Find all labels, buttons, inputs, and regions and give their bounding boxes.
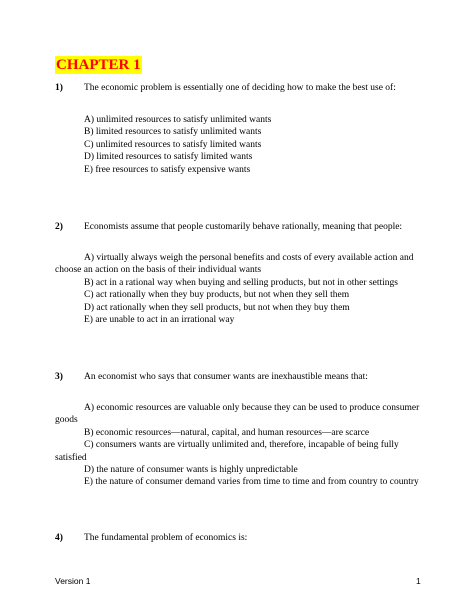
answer-option: A) economic resources are valuable only because they can be used to produce consumer goods xyxy=(55,403,420,426)
question-3-options xyxy=(55,402,420,489)
answer-option: E) are unable to act in an irrational way xyxy=(84,315,235,326)
question-1-options xyxy=(55,114,420,176)
question-number: 1) xyxy=(55,83,63,93)
question-text: The fundamental problem of economics is: xyxy=(84,533,248,543)
answer-option: C) act rationally when they buy products, but not when they sell them xyxy=(84,290,350,301)
answer-option: D) limited resources to satisfy limited wants xyxy=(84,152,253,163)
question-text: Economists assume that people customarily behave rationally, meaning that people: xyxy=(84,222,403,232)
question-text: The economic problem is essentially one of deciding how to make the best use of: xyxy=(84,83,396,93)
footer-version: Version 1 xyxy=(55,576,91,586)
question-number: 4) xyxy=(55,533,63,543)
answer-option: D) the nature of consumer wants is highly unpredictable xyxy=(84,465,298,476)
question-text: An economist who says that consumer wants are inexhaustible means that: xyxy=(84,372,368,382)
answer-option: B) economic resources—natural, capital, and human resources—are scarce xyxy=(84,427,370,438)
answer-option: A) virtually always weigh the personal benefits and costs of every available action and choose an action on the basis of their individual wants xyxy=(55,253,414,276)
footer-page-number: 1 xyxy=(416,576,421,586)
answer-option: C) unlimited resources to satisfy limited wants xyxy=(84,139,262,150)
answer-option: E) the nature of consumer demand varies from time to time and from country to country xyxy=(84,477,419,488)
answer-option: D) act rationally when they sell products, but not when they buy them xyxy=(84,302,350,313)
answer-option: A) unlimited resources to satisfy unlimited wants xyxy=(84,115,272,125)
answer-option: E) free resources to satisfy expensive wants xyxy=(84,164,251,175)
question-2-options xyxy=(55,252,420,326)
answer-option: B) limited resources to satisfy unlimited wants xyxy=(84,127,262,138)
chapter-title: CHAPTER 1 xyxy=(56,57,141,73)
answer-option: C) consumers wants are virtually unlimited and, therefore, incapable of being fully satisfied xyxy=(55,440,399,463)
question-number: 3) xyxy=(55,372,63,382)
answer-option: B) act in a rational way when buying and selling products, but not in other settings xyxy=(84,277,398,288)
question-number: 2) xyxy=(55,222,63,232)
